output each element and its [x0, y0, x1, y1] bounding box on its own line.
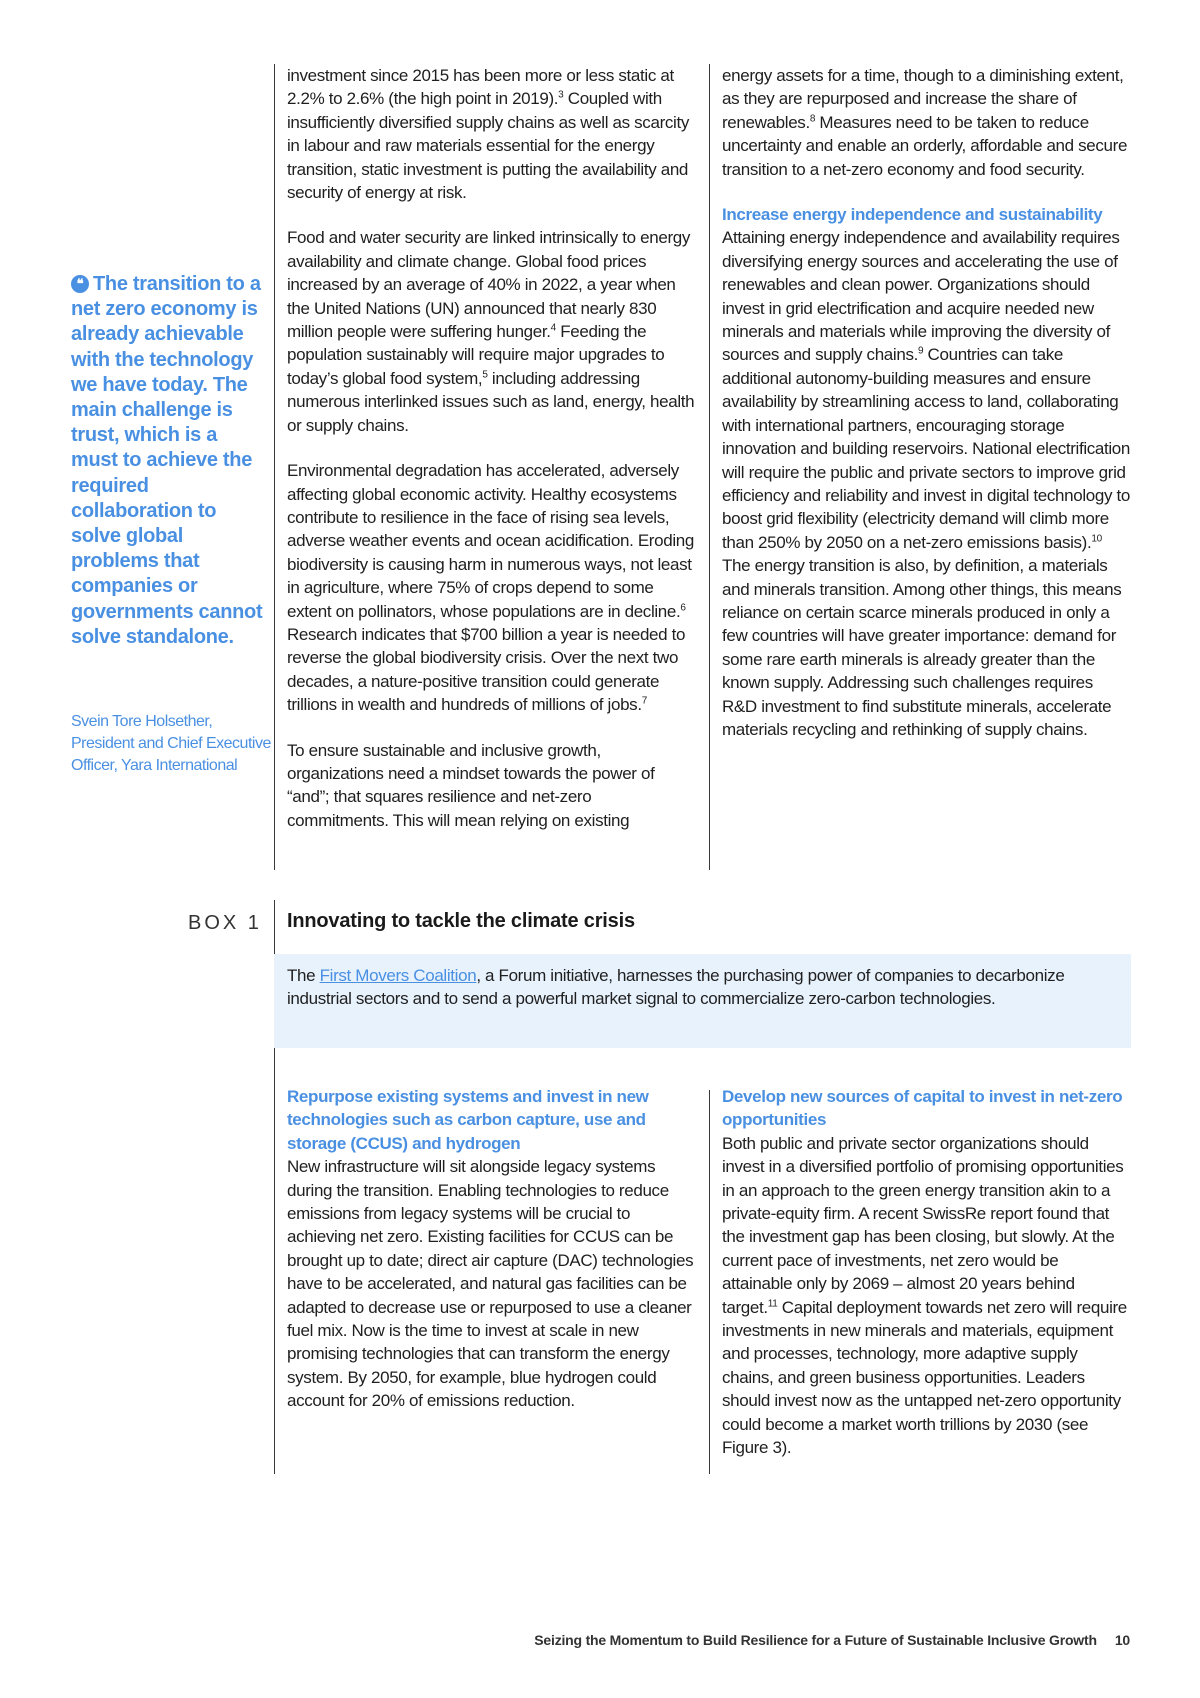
paragraph: Environmental degradation has accelerated, adversely affecting global economic activity. Healthy ecosystems contribute to resilience in the face of rising sea levels, adverse weather events and ocean acidification. Eroding biodiversity is causing harm in numerous ways, not least in agriculture, where 75% of crops depend to some extent on pollinators, whose populations are in decline.$^6$ Research indicates that $700 billion a year is needed to reverse the global biodiversity crisis. Over the next two decades, a nature-positive transition could generate trillions in wealth and hundreds of millions of jobs.$^7$: [287, 461, 694, 715]
box-left-column: [287, 1085, 697, 1435]
paragraph: Attaining energy independence and availability requires diversifying energy sources and accelerating the use of renewables and clean power. Organizations should invest in grid electrification and acquire needed new minerals and materials while improving the diversity of sources and supply chains.$^9$ Countries can take additional autonomy-building measures and ensure availability by streamlining access to land, collaborating with international partners, encouraging storage innovation and building reservoirs. National electrification will require the public and private sectors to improve grid efficiency and reliability and invest in digital technology to boost grid flexibility (electricity demand will climb more than 250% by 2050 on a net-zero emissions basis).$^{10}$ The energy transition is also, by definition, a materials and minerals transition. Among other things, this means reliance on certain scarce minerals produced in only a few countries will have greater importance: demand for some rare earth minerals is already greater than the known supply. Addressing such challenges requires R&D investment to find substitute minerals, accelerate materials recycling and rethinking of supply chains.: [722, 228, 1131, 739]
pull-quote: [71, 272, 267, 650]
box-label: BOX 1: [188, 912, 262, 934]
box-intro-text: The First Movers Coalition, a Forum initiative, harnesses the purchasing power of companies to decarbonize industrial sectors and to send a powerful market signal to commercialize zero-carbon technologies.: [287, 966, 1065, 1009]
paragraph: Both public and private sector organizations should invest in a diversified portfolio of promising opportunities in an approach to the green energy transition akin to a private-equity firm. A recent SwissRe report found that the investment gap has been closing, but slowly. At the current pace of investments, net zero would be attainable only by 2069 – almost 20 years behind target.$^{11}$ Capital deployment towards net zero will require investments in new minerals and materials, equipment and processes, technology, more adaptive supply chains, and green business opportunities. Leaders should invest now as the untapped net-zero opportunity could become a market worth trillions by 2030 (see Figure 3).: [722, 1133, 1127, 1458]
box-right-column: [722, 1085, 1132, 1482]
page-footer: [420, 1632, 1130, 1648]
paragraph: energy assets for a time, though to a diminishing extent, as they are repurposed and increase the share of renewables.$^8$ Measures need to be taken to reduce uncertainty and enable an orderly, affordable and secure transition to a net-zero economy and food security.: [722, 66, 1128, 179]
box-title: Innovating to tackle the climate crisis: [287, 910, 635, 932]
pull-quote-text: The transition to a net zero economy is already achievable with the technology we have today. The main challenge is trust, which is a must to achieve the required collaboration to solve global problems that companies or governments cannot solve standalone.: [71, 273, 263, 648]
section-heading: Increase energy independence and sustainability: [722, 205, 1103, 225]
page-number: 10: [1114, 1632, 1130, 1648]
main-left-column: [287, 64, 697, 854]
paragraph: New infrastructure will sit alongside legacy systems during the transition. Enabling technologies to reduce emissions from legacy systems will be crucial to achieving net zero. Existing facilities for CCUS can be brought up to date; direct air capture (DAC) technologies have to be accelerated, and natural gas facilities can be adapted to decrease use or repurposed to use a cleaner fuel mix. Now is the time to invest at scale in new promising technologies that can transform the energy system. By 2050, for example, blue hydrogen could account for 20% of emissions reduction.: [287, 1157, 694, 1411]
box-right-column-rule: [709, 1090, 710, 1474]
box-right-heading: Develop new sources of capital to invest in net-zero opportunities: [722, 1087, 1123, 1130]
box-left-heading: Repurpose existing systems and invest in new technologies such as carbon capture, use and storage (CCUS) and hydrogen: [287, 1087, 649, 1153]
first-movers-coalition-link[interactable]: First Movers Coalition: [319, 966, 477, 985]
quote-icon: ❝: [71, 275, 89, 293]
main-right-column: [722, 64, 1132, 763]
paragraph: To ensure sustainable and inclusive growth, organizations need a mindset towards the power of “and”; that squares resilience and net-zero commitments. This will mean relying on existing: [287, 740, 655, 830]
left-column-rule: [274, 64, 275, 870]
footer-title: Seizing the Momentum to Build Resilience for a Future of Sustainable Inclusive Growth: [534, 1632, 1097, 1648]
paragraph: investment since 2015 has been more or less static at 2.2% to 2.6% (the high point in 2019).$^3$ Coupled with insufficiently diversified supply chains as well as scarcity in labour and raw materials essential for the energy transition, static investment is putting the availability and security of energy at risk.: [287, 66, 689, 203]
paragraph: Food and water security are linked intrinsically to energy availability and climate change. Global food prices increased by an average of 40% in 2022, a year when the United Nations (UN) announced that nearly 830 million people were suffering hunger.$^4$ Feeding the population sustainably will require major upgrades to today’s global food system,$^5$ including addressing numerous interlinked issues such as land, energy, health or supply chains.: [287, 228, 695, 435]
pull-quote-attribution: Svein Tore Holsether, President and Chief Executive Officer, Yara International: [71, 713, 271, 774]
right-column-rule: [709, 64, 710, 870]
